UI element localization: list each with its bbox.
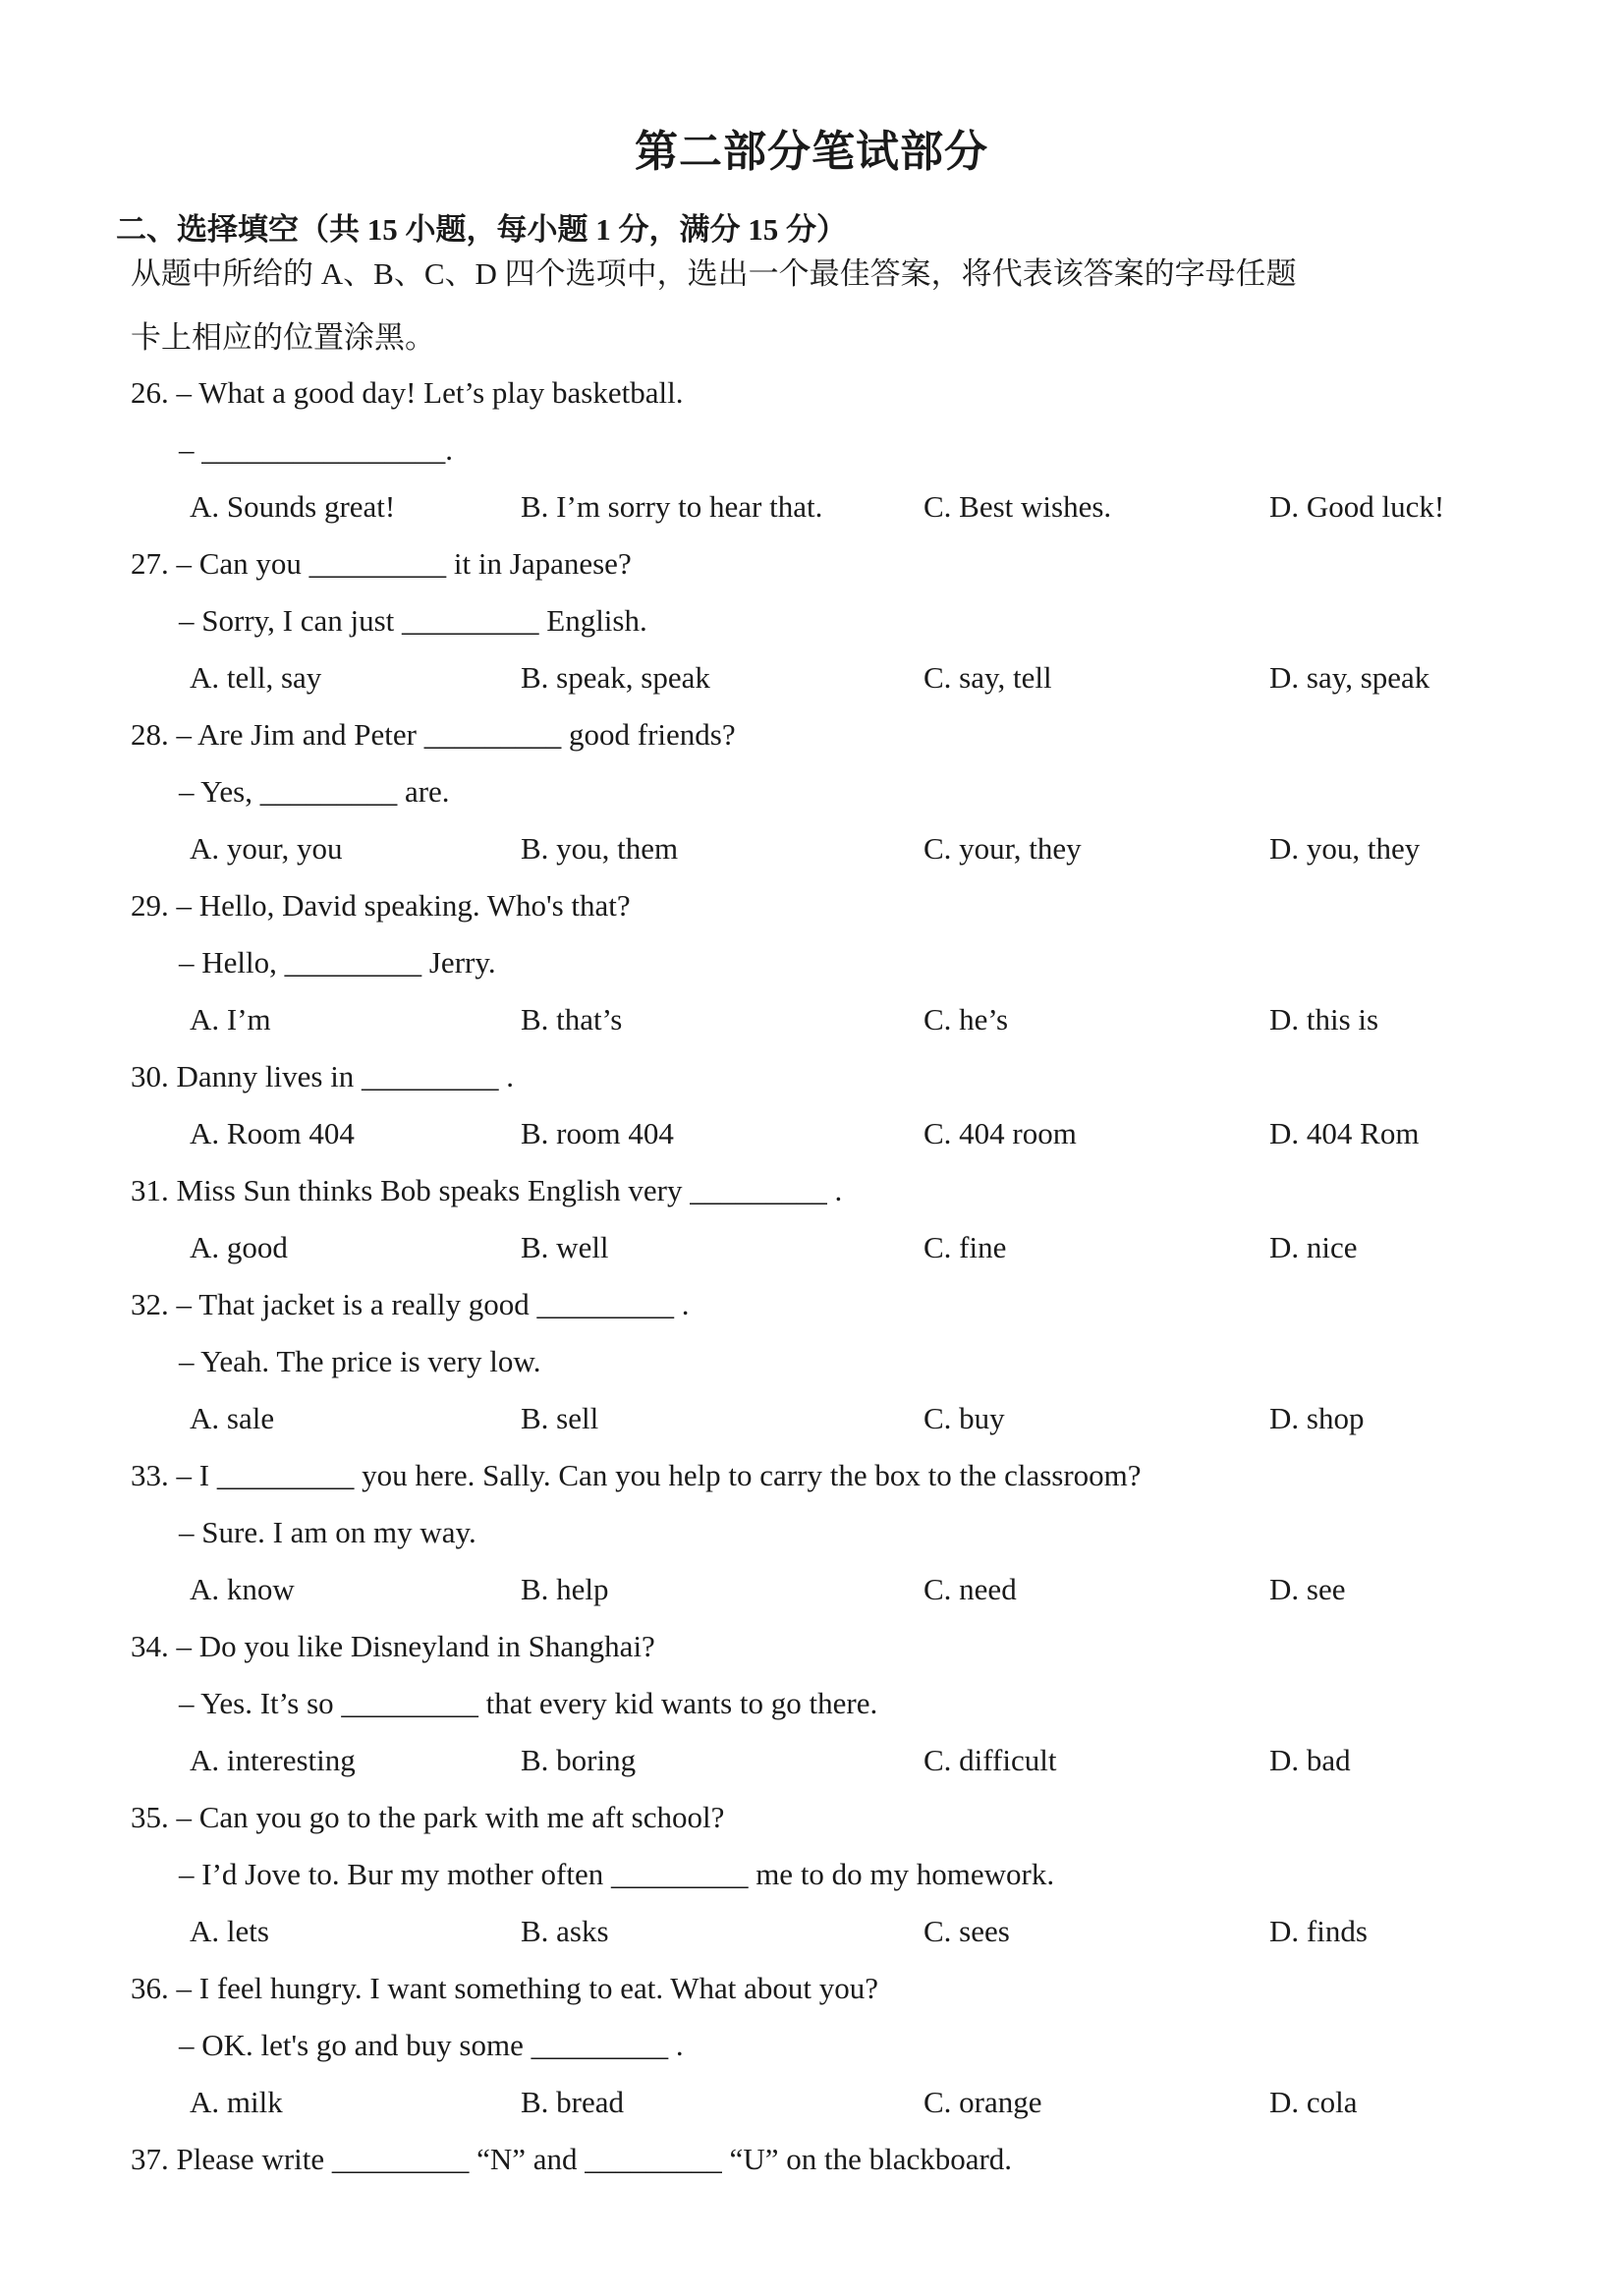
option-d: D. cola	[1269, 2085, 1358, 2119]
question-stem: 31. Miss Sun thinks Bob speaks English very _________ .	[131, 1173, 843, 1207]
option-a: A. know	[190, 1572, 295, 1606]
option-b: B. you, them	[521, 831, 679, 866]
question-response-line: – I’d Jove to. Bur my mother often _________ me to do my homework.	[179, 1857, 1055, 1891]
option-d: D. bad	[1269, 1743, 1351, 1777]
instruction-line-2: 卡上相应的位置涂黑。	[131, 320, 435, 355]
option-c: C. need	[923, 1572, 1017, 1606]
option-a: A. your, you	[190, 831, 343, 866]
option-d: D. see	[1269, 1572, 1346, 1606]
option-d: D. Good luck!	[1269, 489, 1445, 524]
question-stem: 37. Please write _________ “N” and _________ “U” on the blackboard.	[131, 2142, 1013, 2176]
question-stem: 32. – That jacket is a really good _________ .	[131, 1287, 690, 1321]
option-a: A. lets	[190, 1914, 269, 1948]
question-response-line: – OK. let's go and buy some _________ .	[179, 2028, 684, 2062]
option-c: C. say, tell	[923, 660, 1052, 695]
option-d: D. 404 Rom	[1269, 1116, 1420, 1150]
option-a: A. interesting	[190, 1743, 356, 1777]
option-c: C. your, they	[923, 831, 1082, 866]
question-stem: 35. – Can you go to the park with me aft school?	[131, 1800, 725, 1834]
option-d: D. nice	[1269, 1230, 1358, 1264]
option-b: B. I’m sorry to hear that.	[521, 489, 823, 524]
option-c: C. he’s	[923, 1002, 1009, 1036]
question-response-line: – Sure. I am on my way.	[179, 1515, 476, 1549]
option-c: C. Best wishes.	[923, 489, 1112, 524]
option-a: A. good	[190, 1230, 288, 1264]
question-stem: 27. – Can you _________ it in Japanese?	[131, 546, 632, 581]
question-response-line: – ________________.	[179, 432, 453, 467]
option-d: D. you, they	[1269, 831, 1421, 866]
option-a: A. milk	[190, 2085, 283, 2119]
option-c: C. sees	[923, 1914, 1010, 1948]
option-d: D. finds	[1269, 1914, 1368, 1948]
question-response-line: – Sorry, I can just _________ English.	[179, 603, 647, 638]
section-heading: 二、选择填空（共 15 小题，每小题 1 分，满分 15 分）	[116, 212, 847, 247]
option-d: D. say, speak	[1269, 660, 1430, 695]
option-a: A. Room 404	[190, 1116, 355, 1150]
question-response-line: – Yes, _________ are.	[179, 774, 450, 809]
question-stem: 28. – Are Jim and Peter _________ good friends?	[131, 717, 736, 752]
option-b: B. help	[521, 1572, 609, 1606]
option-b: B. sell	[521, 1401, 599, 1435]
page-title: 第二部分笔试部分	[635, 128, 988, 176]
question-response-line: – Yeah. The price is very low.	[179, 1344, 541, 1378]
option-c: C. 404 room	[923, 1116, 1077, 1150]
option-a: A. tell, say	[190, 660, 322, 695]
question-stem: 34. – Do you like Disneyland in Shanghai?	[131, 1629, 655, 1663]
option-b: B. room 404	[521, 1116, 674, 1150]
option-b: B. asks	[521, 1914, 609, 1948]
question-stem: 33. – I _________ you here. Sally. Can you help to carry the box to the classroom?	[131, 1458, 1142, 1492]
question-response-line: – Hello, _________ Jerry.	[179, 945, 496, 980]
question-stem: 26. – What a good day! Let’s play basketball.	[131, 375, 684, 410]
question-stem: 29. – Hello, David speaking. Who's that?	[131, 888, 631, 923]
option-c: C. buy	[923, 1401, 1005, 1435]
option-a: A. sale	[190, 1401, 275, 1435]
instruction-line-1: 从题中所给的 A、B、C、D 四个选项中，选出一个最佳答案，将代表该答案的字母任题	[131, 256, 1297, 291]
option-a: A. Sounds great!	[190, 489, 396, 524]
question-stem: 30. Danny lives in _________ .	[131, 1059, 515, 1093]
option-b: B. speak, speak	[521, 660, 710, 695]
option-a: A. I’m	[190, 1002, 271, 1036]
option-d: D. shop	[1269, 1401, 1365, 1435]
option-b: B. boring	[521, 1743, 637, 1777]
option-c: C. difficult	[923, 1743, 1057, 1777]
option-b: B. well	[521, 1230, 609, 1264]
option-b: B. bread	[521, 2085, 625, 2119]
option-c: C. fine	[923, 1230, 1007, 1264]
option-d: D. this is	[1269, 1002, 1379, 1036]
option-c: C. orange	[923, 2085, 1042, 2119]
question-response-line: – Yes. It’s so _________ that every kid wants to go there.	[179, 1686, 878, 1720]
question-stem: 36. – I feel hungry. I want something to eat. What about you?	[131, 1971, 879, 2005]
option-b: B. that’s	[521, 1002, 623, 1036]
